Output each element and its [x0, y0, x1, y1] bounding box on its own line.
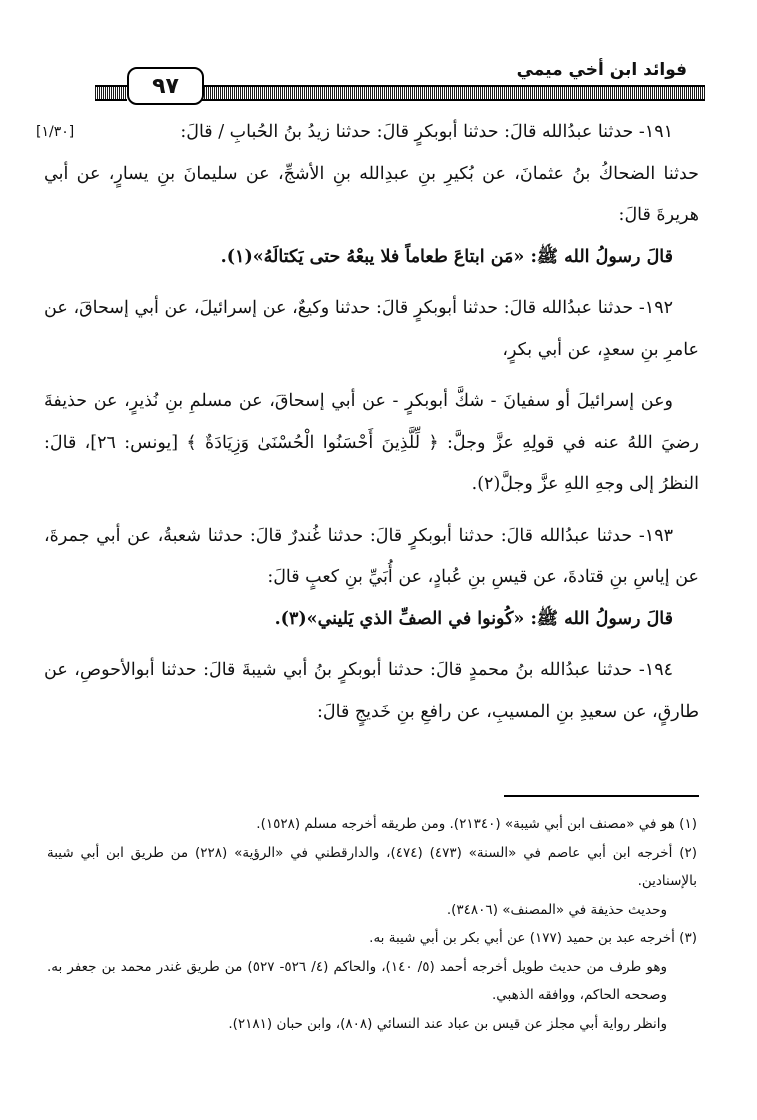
hadith-192-isnad: ١٩٢- حدثنا عبدُالله قالَ: حدثنا أبوبكرٍ قالَ: حدثنا وكيعٌ، عن إسرائيلَ، عن أبي إسحاقَ، عن عامرِ بنِ سعدٍ، عن أبي بكرٍ، — [44, 298, 699, 360]
footnote-2: (٢) أخرجه ابن أبي عاصم في «السنة» (٤٧٣) (٤٧٤)، والدارقطني في «الرؤية» (٢٢٨) من طريق ابن أبي شيبة بالإسنادين. — [47, 844, 698, 889]
header-rule-left — [95, 85, 127, 101]
hadith-191-matn: قالَ رسولُ الله ﷺ: «مَن ابتاعَ طعاماً فلا يبعْهُ حتى يَكتالَهُ»(١). — [220, 246, 673, 267]
footnote-1: (١) هو في «مصنف ابن أبي شيبة» (٢١٣٤٠). ومن طريقه أخرجه مسلم (١٥٢٨). — [256, 816, 697, 832]
margin-note: [١/٣٠] — [36, 124, 75, 140]
footnote-3-continuation-2: وانظر رواية أبي مجلز عن قيس بن عباد عند النسائي (٨٠٨)، وابن حبان (٢١٨١). — [228, 1015, 667, 1032]
hadith-194-isnad: ١٩٤- حدثنا عبدُالله بنُ محمدٍ قالَ: حدثنا أبوبكرٍ بنُ أبي شيبةَ قالَ: حدثنا أبوالأحوصِ، عن طارقٍ، عن سعيدِ بنِ المسيبِ، عن رافعِ بنِ خَديجٍ قالَ: — [44, 660, 699, 722]
footnote-3-continuation: وهو طرف من حديث طويل أخرجه أحمد (٥/ ١٤٠)، والحاكم (٤/ ٥٢٦- ٥٢٧) من طريق غندر محمد بن جعفر به. وصححه الحاكم، ووافقه الذهبي. — [47, 958, 667, 1003]
hadith-191-isnad-cont: حدثنا الضحاكُ بنُ عثمانَ، عن بُكيرِ بنِ عبدِالله بنِ الأشجِّ، عن سليمانَ بنِ يسارٍ، عن أبي هريرةَ قالَ: — [44, 163, 699, 225]
hadith-193-matn: قالَ رسولُ الله ﷺ: «كُونوا في الصفِّ الذي يَليني»(٣). — [274, 608, 673, 629]
header-rule-right — [200, 85, 705, 101]
page-number: ٩٧ — [127, 67, 204, 105]
hadith-192-second-isnad: وعن إسرائيلَ أو سفيانَ - شكَّ أبوبكرٍ - عن أبي إسحاقَ، عن مسلمِ بنِ نُذيرٍ، عن حذيفةَ رضيَ اللهُ عنه في قولِهِ عزَّ وجلَّ: ﴿ لِّلَّذِينَ أَحْسَنُوا الْحُسْنَىٰ وَزِيَادَةٌ ﴾ [يونس: ٢٦]، قالَ: النظرُ إلى وجهِ اللهِ عزَّ وجلَّ(٢). — [44, 391, 699, 494]
hadith-193-isnad: ١٩٣- حدثنا عبدُالله قالَ: حدثنا أبوبكرٍ قالَ: حدثنا غُندرٌ قالَ: حدثنا شعبةُ، عن أبي جمرةَ، عن إياسِ بنِ قتادةَ، عن قيسِ بنِ عُبادٍ، عن أُبَيِّ بنِ كعبٍ قالَ: — [44, 525, 699, 587]
footnote-3: (٣) أخرجه عبد بن حميد (١٧٧) عن أبي بكر بن أبي شيبة به. — [369, 930, 697, 946]
footnote-2-continuation: وحديث حذيفة في «المصنف» (٣٤٨٠٦). — [446, 901, 667, 918]
footnote-divider — [504, 795, 699, 797]
running-head: فوائد ابن أخي ميمي — [516, 60, 687, 80]
footnotes — [47, 810, 697, 1038]
hadith-191-isnad: ١٩١- حدثنا عبدُالله قالَ: حدثنا أبوبكرٍ قالَ: حدثنا زيدُ بنُ الحُبابِ / قالَ: — [180, 122, 673, 142]
main-text — [36, 112, 699, 733]
